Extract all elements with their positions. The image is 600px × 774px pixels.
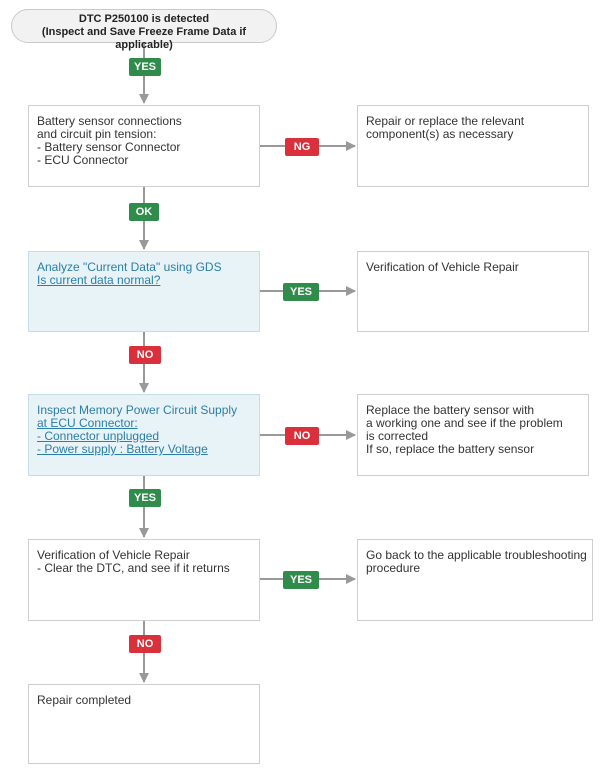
step4-result-line: procedure (366, 561, 421, 575)
step3-result-line: Replace the battery sensor with (366, 403, 535, 417)
step4-yes-tag: YES (283, 571, 319, 589)
step2-line: Analyze "Current Data" using GDS (37, 260, 222, 274)
start-title: DTC P250100 is detected (78, 13, 210, 25)
step1-line: and circuit pin tension: (37, 127, 157, 141)
step4-no-tag: NO (129, 635, 161, 653)
step4-result-box (357, 539, 593, 621)
step3-result-box (357, 394, 589, 476)
step1-box (28, 105, 260, 187)
step1-result-line: Repair or replace the relevant (366, 114, 525, 128)
step2-box (28, 251, 260, 332)
start-node (11, 9, 277, 51)
step3-line: - Power supply : Battery Voltage (37, 442, 208, 456)
step4-line: - Clear the DTC, and see if it returns (37, 561, 230, 575)
start-yes-tag: YES (129, 58, 161, 76)
step4-line: Verification of Vehicle Repair (37, 548, 190, 562)
step1-line: Battery sensor connections (37, 114, 182, 128)
step3-line: - Connector unplugged (37, 429, 160, 443)
step3-yes-tag: YES (129, 489, 161, 507)
step1-line: - Battery sensor Connector (37, 140, 181, 154)
step3-line: at ECU Connector: (37, 416, 138, 430)
step3-result-line: is corrected (366, 429, 429, 443)
step3-result-line: a working one and see if the problem (366, 416, 563, 430)
end-line: Repair completed (37, 693, 132, 707)
step1-result-box (357, 105, 589, 187)
step1-ok-tag: OK (129, 203, 159, 221)
end-box (28, 684, 260, 764)
step3-no-tag: NO (285, 427, 319, 445)
step1-ng-tag: NG (285, 138, 319, 156)
step4-result-line: Go back to the applicable troubleshooting (366, 548, 587, 562)
step4-box (28, 539, 260, 621)
step3-line: Inspect Memory Power Circuit Supply (37, 403, 238, 417)
step2-result-line: Verification of Vehicle Repair (366, 260, 519, 274)
step2-line: Is current data normal? (37, 273, 161, 287)
step1-result-line: component(s) as necessary (366, 127, 514, 141)
step2-no-tag: NO (129, 346, 161, 364)
step2-result-box (357, 251, 589, 332)
step3-result-line: If so, replace the battery sensor (366, 442, 535, 456)
step1-line: - ECU Connector (37, 153, 129, 167)
step2-yes-tag: YES (283, 283, 319, 301)
start-subtitle: (Inspect and Save Freeze Frame Data if applicable) (41, 26, 247, 51)
step3-box (28, 394, 260, 476)
